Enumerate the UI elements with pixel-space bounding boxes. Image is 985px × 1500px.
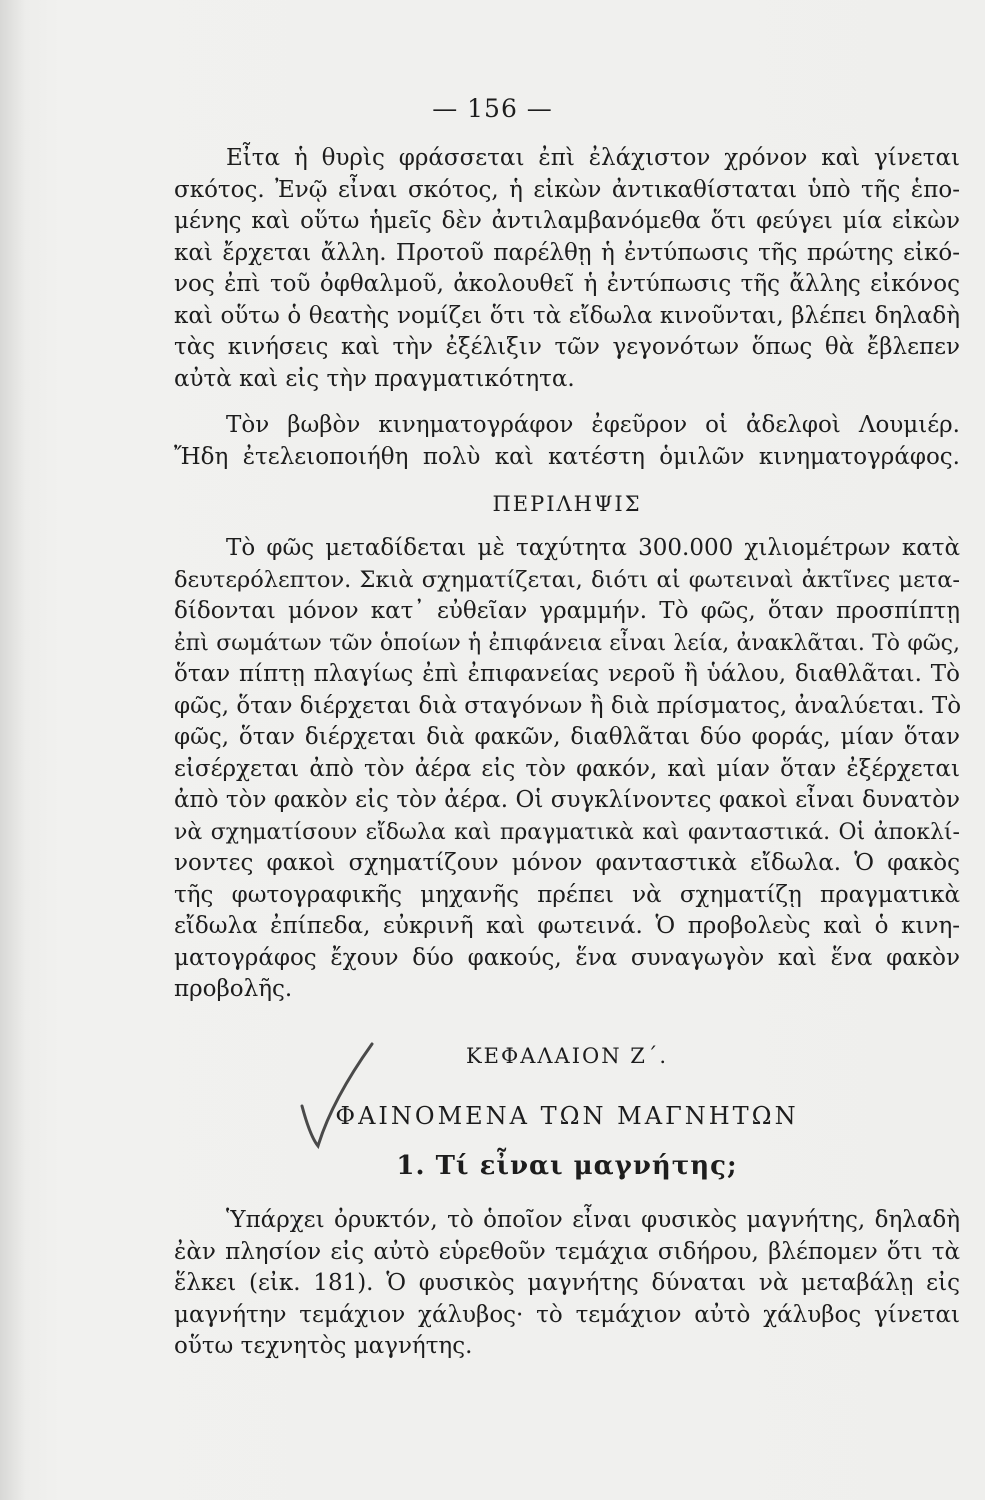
text-line: καὶ ἔρχεται ἄλλη. Προτοῦ παρέλθῃ ἡ ἐντύπωσις τῆς πρώτης εἰκό- — [174, 239, 960, 266]
text-line: φῶς, ὅταν διέρχεται διὰ σταγόνων ἢ διὰ πρίσματος, ἀναλύεται. Τὸ — [174, 692, 962, 719]
text-line: ἐὰν πλησίον εἰς αὐτὸ εὑρεθοῦν τεμάχια σιδήρου, βλέπομεν ὅτι τὰ — [174, 1238, 960, 1265]
text-line: ἐπὶ σωμάτων τῶν ὁποίων ἡ ἐπιφάνεια εἶναι λεία, ἀνακλᾶται. Τὸ φῶς, — [174, 630, 960, 656]
text-line: προβολῆς. — [174, 976, 293, 1002]
text-line: ματογράφος ἔχουν δύο φακούς, ἕνα συναγωγὸν καὶ ἕνα φακὸν — [174, 944, 960, 971]
text-line: Τὸν βωβὸν κινηματογράφον ἐφεῦρον οἱ ἀδελφοὶ Λουμιέρ. — [226, 412, 960, 438]
text-line: νὰ σχηματίσουν εἴδωλα καὶ πραγματικὰ καὶ φανταστικά. Οἱ ἀποκλί- — [174, 819, 960, 845]
pencil-check-mark — [288, 1040, 378, 1150]
text-line: οὕτω τεχνητὸς μαγνήτης. — [174, 1333, 473, 1359]
text-line: μένης καὶ οὕτω ἡμεῖς δὲν ἀντιλαμβανόμεθα ὅτι φεύγει μία εἰκὼν — [174, 208, 960, 234]
text-line: εἴδωλα ἐπίπεδα, εὐκρινῆ καὶ φωτεινά. Ὁ προβολεὺς καὶ ὁ κινη- — [174, 913, 960, 939]
text-line: ἀπὸ τὸν φακὸν εἰς τὸν ἀέρα. Οἱ συγκλίνοντες φακοὶ εἶναι δυνατὸν — [174, 787, 960, 813]
text-line: νοντες φακοὶ σχηματίζουν μόνον φανταστικὰ εἴδωλα. Ὁ φακὸς — [174, 850, 960, 876]
page-number: — 156 — — [432, 94, 553, 123]
summary-paragraph — [174, 533, 960, 1006]
text-line: μαγνήτην τεμάχιον χάλυβος· τὸ τεμάχιον αὐτὸ χάλυβος γίνεται — [174, 1301, 960, 1328]
paragraph-cinema — [174, 143, 960, 395]
text-line: νος ἐπὶ τοῦ ὀφθαλμοῦ, ἀκολουθεῖ ἡ ἐντύπωσις τῆς ἄλλης εἰκόνος — [174, 271, 960, 297]
chapter-title: ΦΑΙΝΟΜΕΝΑ ΤΩΝ ΜΑΓΝΗΤΩΝ — [335, 1102, 799, 1130]
text-line: τῆς φωτογραφικῆς μηχανῆς πρέπει νὰ σχηματίζῃ πραγματικὰ — [174, 881, 960, 908]
text-line: εἰσέρχεται ἀπὸ τὸν ἀέρα εἰς τὸν φακόν, καὶ μίαν ὅταν ἐξέρχεται — [174, 755, 960, 782]
text-line: φῶς, ὅταν διέρχεται διὰ φακῶν, διαθλᾶται δύο φοράς, μίαν ὅταν — [174, 724, 960, 750]
summary-heading: ΠΕΡΙΛΗΨΙΣ — [492, 492, 642, 516]
text-line: καὶ οὕτω ὁ θεατὴς νομίζει ὅτι τὰ εἴδωλα κινοῦνται, βλέπει δηλαδὴ — [174, 302, 960, 329]
text-line: ἕλκει (εἰκ. 181). Ὁ φυσικὸς μαγνήτης δύναται νὰ μεταβάλῃ εἰς — [174, 1270, 960, 1296]
section-title: 1. Τί εἶναι μαγνήτης; — [396, 1151, 738, 1181]
text-line: δευτερόλεπτον. Σκιὰ σχηματίζεται, διότι αἱ φωτειναὶ ἀκτῖνες μετα- — [174, 566, 960, 593]
text-line: αὐτὰ καὶ εἰς τὴν πραγματικότητα. — [174, 365, 575, 392]
text-line: δίδονται μόνον κατ᾽ εὐθεῖαν γραμμήν. Τὸ φῶς, ὅταν προσπίπτῃ — [174, 598, 960, 624]
text-line: σκότος. Ἐνῷ εἶναι σκότος, ἡ εἰκὼν ἀντικαθίσταται ὑπὸ τῆς ἑπο- — [174, 176, 960, 203]
text-line: Ἤδη ἐτελειοποιήθη πολὺ καὶ κατέστη ὁμιλῶν κινηματογράφος. — [174, 443, 960, 470]
text-line: Τὸ φῶς μεταδίδεται μὲ ταχύτητα 300.000 χιλιομέτρων κατὰ — [226, 535, 960, 561]
text-line: Εἶτα ἡ θυρὶς φράσσεται ἐπὶ ἐλάχιστον χρόνον καὶ γίνεται — [226, 145, 960, 171]
section-paragraph — [174, 1205, 960, 1363]
text-line: ὅταν πίπτῃ πλαγίως ἐπὶ ἐπιφανείας νεροῦ ἢ ὑάλου, διαθλᾶται. Τὸ — [174, 661, 960, 687]
chapter-label: ΚΕΦΑΛΑΙΟΝ Ζ΄. — [465, 1044, 669, 1068]
paragraph-lumiere — [174, 410, 960, 473]
text-line: τὰς κινήσεις καὶ τὴν ἐξέλιξιν τῶν γεγονότων ὅπως θὰ ἔβλεπεν — [174, 334, 960, 360]
text-line: Ὑπάρχει ὀρυκτόν, τὸ ὁποῖον εἶναι φυσικὸς μαγνήτης, δηλαδὴ — [226, 1207, 960, 1233]
